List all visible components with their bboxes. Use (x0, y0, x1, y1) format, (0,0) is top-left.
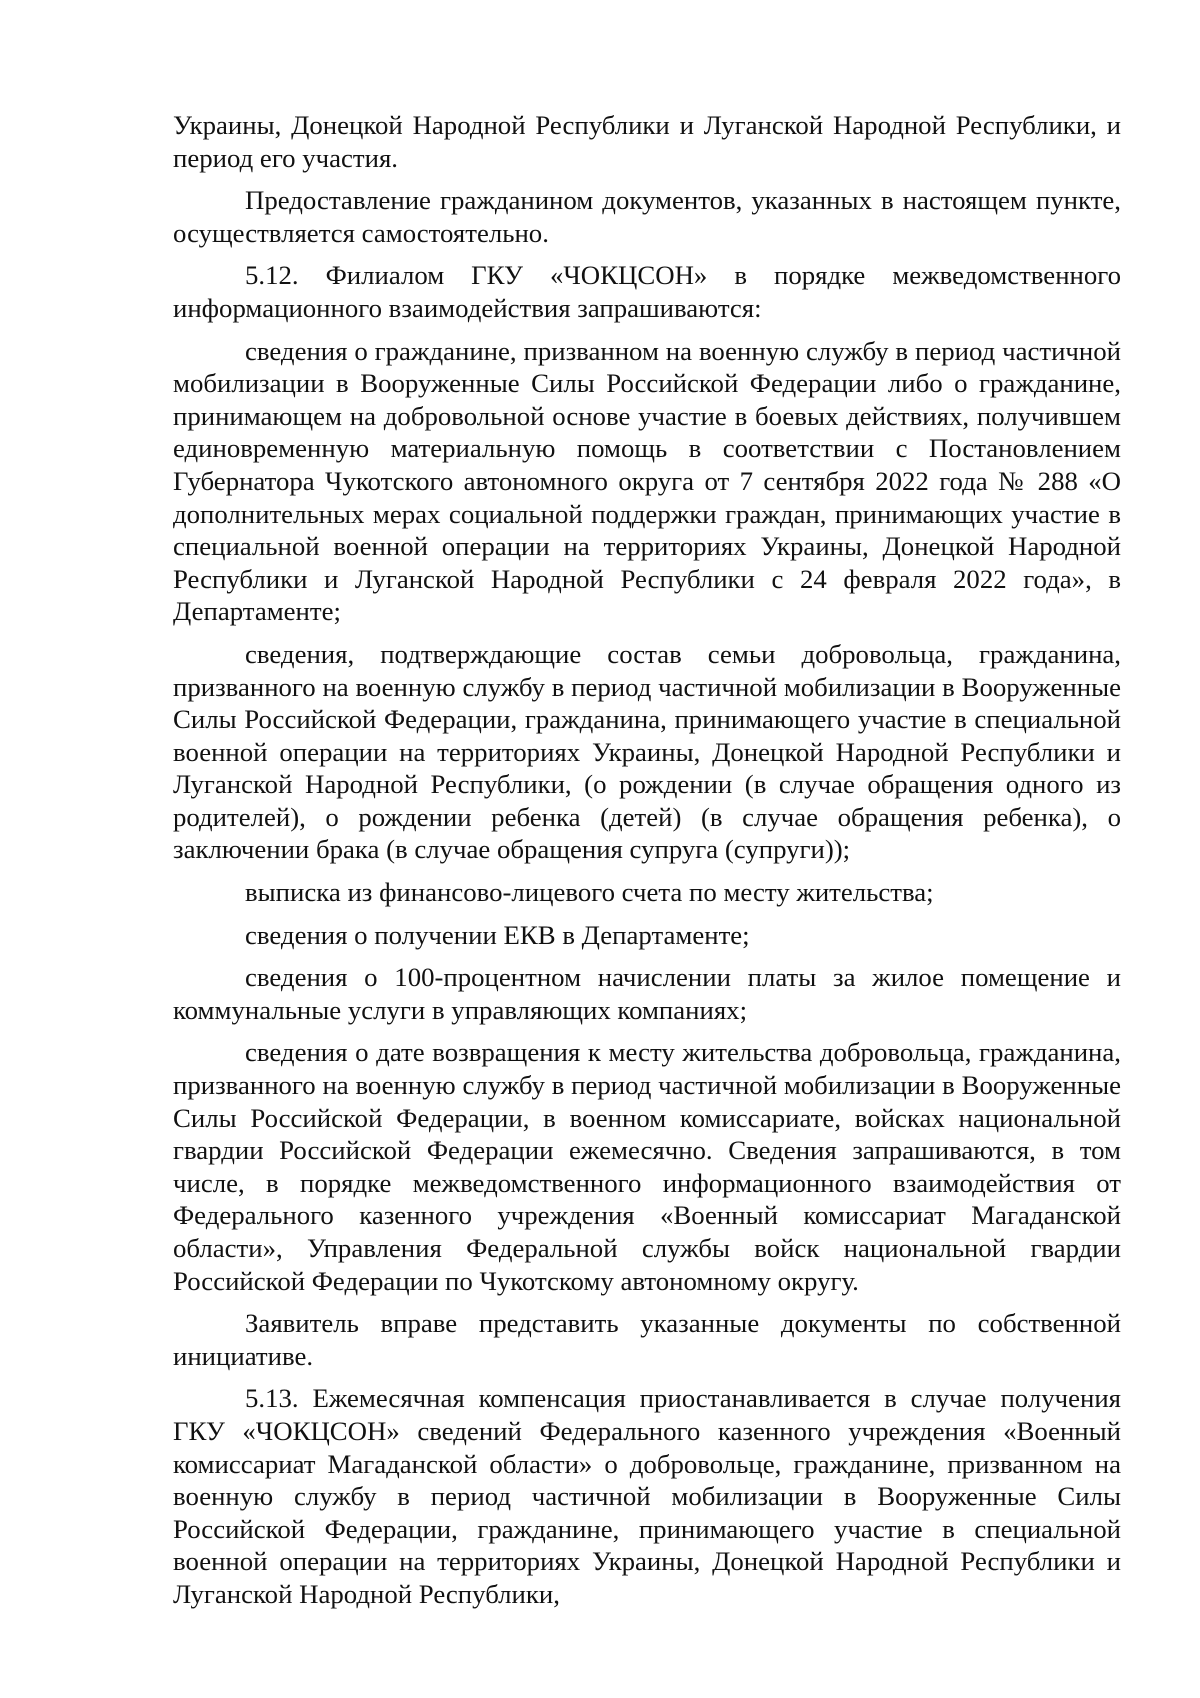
paragraph-5-13: 5.13. Ежемесячная компенсация приостанавливается в случае получения ГКУ «ЧОКЦСОН» сведений Федерального казенного учреждения «Военный комиссариат Магаданской области» о добровольце, гражданине, призванном на военную службу в период частичной мобилизации в Вооруженные Силы Российской Федерации, гражданине, принимающего участие в специальной военной операции на территориях Украины, Донецкой Народной Республики и Луганской Народной Республики, (173, 1383, 1121, 1609)
paragraph-5-12: 5.12. Филиалом ГКУ «ЧОКЦСОН» в порядке межведомственного информационного взаимодействия запрашиваются: (173, 260, 1121, 323)
paragraph-info-family: сведения, подтверждающие состав семьи добровольца, гражданина, призванного на военную службу в период частичной мобилизации в Вооруженные Силы Российской Федерации, гражданина, принимающего участие в специальной военной операции на территориях Украины, Донецкой Народной Республики и Луганской Народной Республики, (о рождении (в случае обращения одного из родителей), о рождении ребенка (детей) (в случае обращения ребенка), о заключении брака (в случае обращения супруга (супруги)); (173, 638, 1121, 865)
paragraph-account-extract: выписка из финансово-лицевого счета по месту жительства; (245, 877, 934, 908)
paragraph-applicant-right: Заявитель вправе представить указанные документы по собственной инициативе. (173, 1308, 1121, 1371)
paragraph-ekv-info: сведения о получении ЕКВ в Департаменте; (245, 919, 750, 950)
document-page (173, 109, 1121, 1611)
paragraph-utility-charges: сведения о 100-процентном начислении платы за жилое помещение и коммунальные услуги в управляющих компаниях; (173, 962, 1121, 1025)
paragraph-self-submission: Предоставление гражданином документов, указанных в настоящем пункте, осуществляется самостоятельно. (173, 185, 1121, 248)
paragraph-return-date: сведения о дате возвращения к месту жительства добровольца, гражданина, призванного на военную службу в период частичной мобилизации в Вооруженные Силы Российской Федерации, в военном комиссариате, войсках национальной гвардии Российской Федерации ежемесячно. Сведения запрашиваются, в том числе, в порядке межведомственного информационного взаимодействия от Федерального казенного учреждения «Военный комиссариат Магаданской области», Управления Федеральной службы войск национальной гвардии Российской Федерации по Чукотскому автономному округу. (173, 1037, 1121, 1296)
paragraph-info-citizen: сведения о гражданине, призванном на военную службу в период частичной мобилизации в Вооруженные Силы Российской Федерации либо о гражданине, принимающем на добровольной основе участие в боевых действиях, получившем единовременную материальную помощь в соответствии с Постановлением Губернатора Чукотского автономного округа от 7 сентября 2022 года № 288 «О дополнительных мерах социальной поддержки граждан, принимающих участие в специальной военной операции на территориях Украины, Донецкой Народной Республики и Луганской Народной Республики с 24 февраля 2022 года», в Департаменте; (173, 335, 1121, 627)
paragraph-continuation: Украины, Донецкой Народной Республики и Луганской Народной Республики, и период его участия. (173, 110, 1121, 173)
